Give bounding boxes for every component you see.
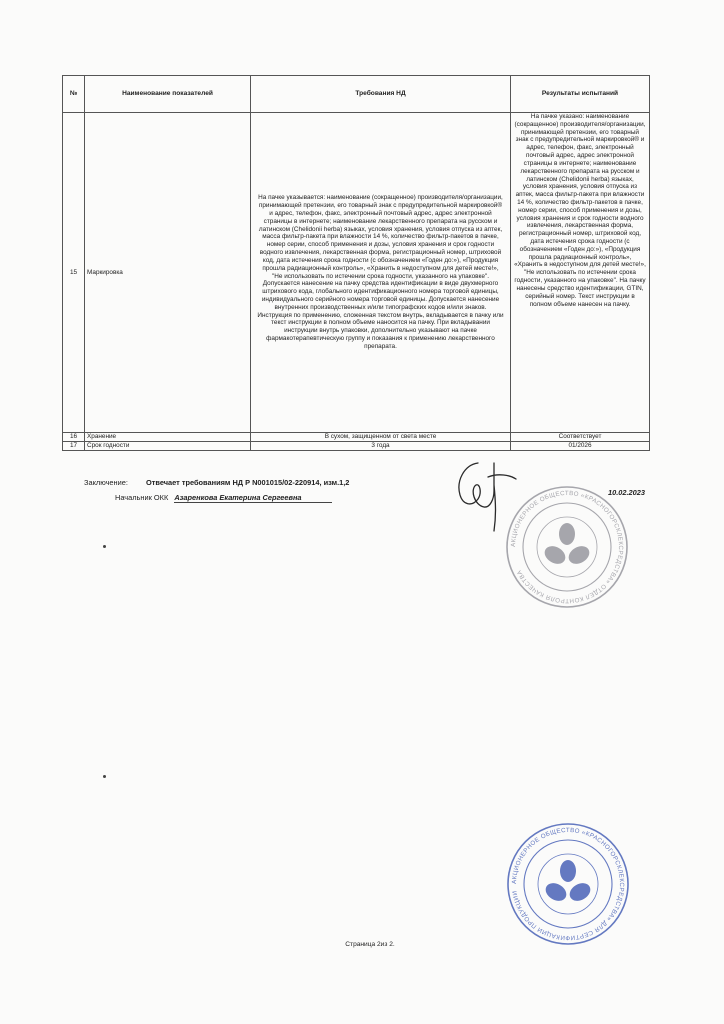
- document-date: 10.02.2023: [608, 488, 645, 497]
- chief-label: Начальник ОКК: [115, 493, 169, 502]
- row-no: 17: [63, 442, 85, 451]
- header-res: Результаты испытаний: [511, 76, 650, 113]
- conclusion: [84, 478, 350, 487]
- row-requirement: На пачке указывается: наименование (сокращенное) производителя/организации, принимающей претензии, его товарный знак с предупредительной маркировкой® и адрес, телефон, факс, электронный почтовый адрес, адрес электронной страницы в интернете; наименование лекарственного препарата на русском и латинском (Chelidonii herba) языках, условия хранения, условия отпуска из аптек, масса фильтр-пакета при влажности 14 %, количество фильтр-пакетов в пачке, номер серии, способ применения и дозы, условия хранения и срок годности водного извлечения, лекарственная форма, регистрационный номер, штриховой код, дата истечения срока годности (с обозначением «Годен до:»), «Продукция прошла радиационный контроль», «Хранить в недоступном для детей месте!», "Не использовать по истечении срока годности, указанного на упаковке". Допускается нанесение на пачку средства идентификации в виде двухмерного штрихового кода, глобального идентификационного номера торговой единицы, индивидуального серийного номера торговой единицы. Допускается нанесение внутренних производственных и/или типографских кодов и/или знаков. Инструкция по применению, сложенная текстом внутрь, вкладывается в пачку или текст инструкции в полном объеме наносится на пачку. При вкладывании инструкции внутрь упаковки, дополнительно указывают на пачке фармакотерапевтическую группу и показания к применению лекарственного препарата.: [251, 113, 511, 433]
- hole-punch-mark: [103, 545, 106, 548]
- svg-text:АКЦИОНЕРНОЕ ОБЩЕСТВО «КРАСНОГО: [510, 490, 624, 604]
- table-row: [63, 442, 650, 451]
- table-row: [63, 433, 650, 442]
- table-header-row: [63, 76, 650, 113]
- header-name: Наименование показателей: [85, 76, 251, 113]
- results-table: [62, 75, 650, 451]
- row-requirement: В сухом, защищенном от света месте: [251, 433, 511, 442]
- row-no: 15: [63, 113, 85, 433]
- row-result: Соответствует: [511, 433, 650, 442]
- company-stamp-blue: [506, 822, 630, 946]
- company-stamp-gray: [505, 485, 629, 609]
- stamp-blue-text: АКЦИОНЕРНОЕ ОБЩЕСТВО «КРАСНОГОРСКЛЕКСРЕДСТВА» ДЛЯ СЕРТИФИКАЦИИ ПРОДУКЦИИ: [510, 826, 626, 942]
- row-result: 01/2026: [511, 442, 650, 451]
- header-req: Требования НД: [251, 76, 511, 113]
- chief-name: Азаренкова Екатерина Сергеевна: [174, 493, 331, 503]
- svg-text:АКЦИОНЕРНОЕ ОБЩЕСТВО «КРАСНОГО: [511, 827, 625, 941]
- row-name: Хранение: [85, 433, 251, 442]
- row-no: 16: [63, 433, 85, 442]
- row-requirement: 3 года: [251, 442, 511, 451]
- conclusion-label: Заключение:: [84, 478, 128, 487]
- table-row: [63, 113, 650, 433]
- chief-line: [115, 493, 332, 502]
- row-result: На пачке указано: наименование (сокращенное) производителя/организации, принимающей претензии, его товарный знак с предупредительной маркировкой® и адрес, телефон, факс, электронный почтовый адрес, адрес электронной страницы в интернете; наименование лекарственного препарата на русском и латинском (Chelidonii herba) языках, условия хранения, условия отпуска из аптек, масса фильтр-пакета при влажности 14 %, количество фильтр-пакетов в пачке, номер серии, способ применения и дозы, условия хранения и срок годности водного извлечения, лекарственная форма, регистрационный номер, штриховой код, дата истечения срока годности (с обозначением «Годен до:»), «Продукция прошла радиационный контроль», «Хранить в недоступном для детей месте!», "Не использовать по истечении срока годности, указанного на упаковке". На пачку нанесены средство идентификации, GTIN, серийный номер. Текст инструкции в полном объеме нанесен на пачку.: [511, 113, 650, 433]
- row-name: Срок годности: [85, 442, 251, 451]
- page-footer: [0, 941, 724, 948]
- hole-punch-mark: [103, 775, 106, 778]
- header-no: №: [63, 76, 85, 113]
- row-name: Маркировка: [85, 113, 251, 433]
- conclusion-value: Отвечает требованиям НД Р N001015/02-220914, изм.1,2: [146, 478, 350, 487]
- stamp-gray-text: АКЦИОНЕРНОЕ ОБЩЕСТВО «КРАСНОГОРСКЛЕКСРЕДСТВА» ОТДЕЛ КОНТРОЛЯ КАЧЕСТВА: [509, 489, 625, 605]
- page-number: Страница 2из 2.: [345, 941, 395, 948]
